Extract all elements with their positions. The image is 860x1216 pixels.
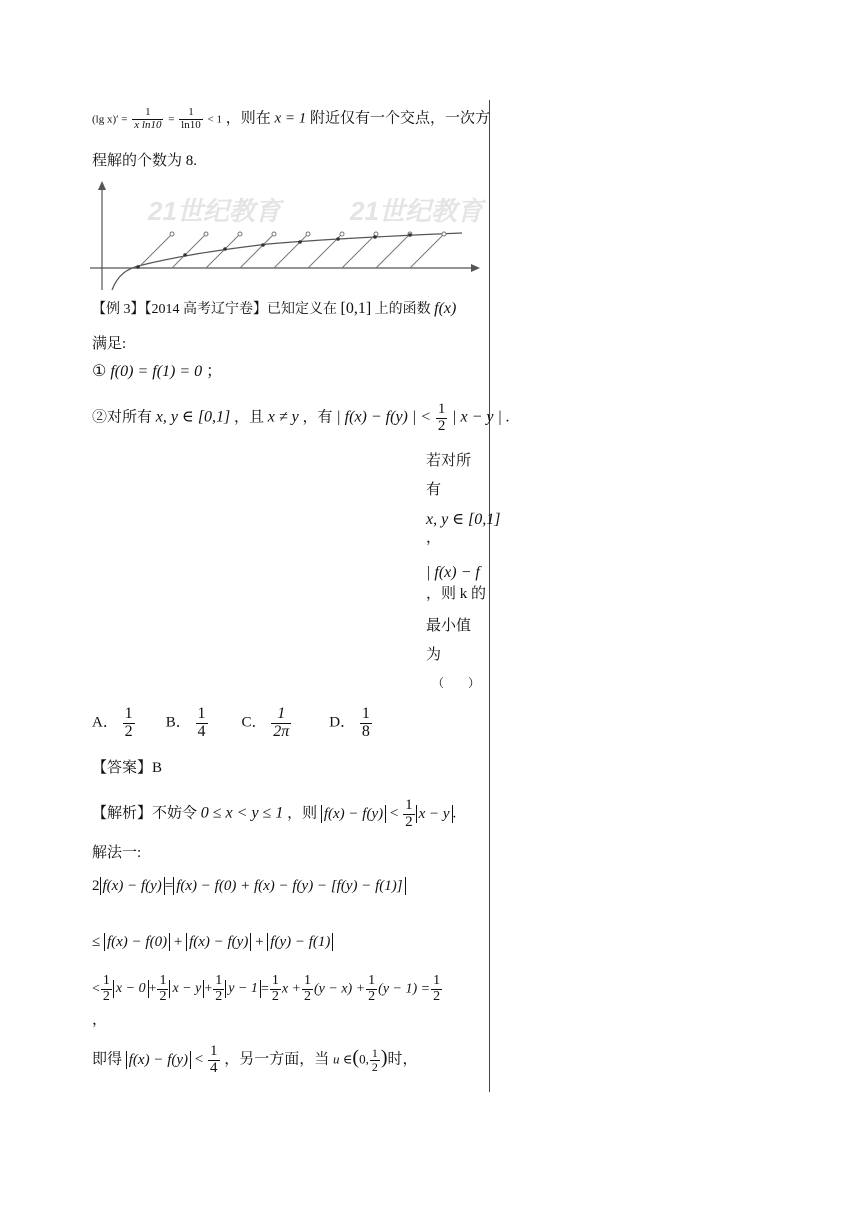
analysis-lt: < — [389, 805, 399, 822]
option-a[interactable] — [92, 706, 162, 741]
intro-line-2: 程解的个数为 8. — [92, 153, 198, 169]
final-int-left: 0, — [359, 1051, 369, 1067]
x-equals-one: x = 1 — [274, 110, 307, 127]
final-text-a: 即得 — [92, 1051, 123, 1068]
line3-plus-2: + — [204, 981, 213, 997]
cond2-have: ，有 — [302, 409, 333, 426]
line3-plus-1: + — [148, 981, 157, 997]
option-c-value: $\frac{1}{2\pi}$ — [273, 705, 290, 740]
line3-half-1: $\frac{1}{2}$ — [102, 973, 110, 1004]
cond2-lhs: | f(x) − f(y) | < — [336, 408, 432, 426]
line3-term-3: y − 1 — [225, 980, 261, 998]
narrow-line-0: 若对所 — [426, 453, 472, 469]
line3-r3: (y − 1) = — [378, 981, 431, 997]
cond2-mark: ②对所有 — [92, 409, 153, 426]
option-b-value: $\frac{1}{4}$ — [197, 705, 206, 740]
proof-line-2 — [92, 932, 333, 952]
watermark-text-1: 21世纪教育 — [148, 196, 281, 226]
line1-abs: f(x) − f(y) — [100, 877, 165, 895]
intro-text-b: 附近仅有一个交点，一次方 — [310, 110, 491, 127]
function-fx: f(x) — [434, 300, 457, 317]
line3-half-3: $\frac{1}{2}$ — [215, 973, 223, 1004]
analysis-title: 【解析】不妨令 — [92, 805, 198, 822]
line3-term-2: x − y — [169, 980, 204, 998]
cond1-mark: ① — [92, 363, 107, 380]
line2-term-a: f(x) − f(0) — [104, 933, 170, 951]
final-paren-open: ( — [352, 1046, 360, 1069]
final-quarter: $\frac{1}{4}$ — [210, 1043, 218, 1076]
option-a-label: A． — [92, 714, 118, 731]
line3-lt: < — [92, 981, 100, 997]
option-b-label: B． — [165, 714, 191, 731]
final-text-b: ，另一方面，当 — [224, 1051, 330, 1068]
option-d-value: $\frac{1}{8}$ — [361, 705, 370, 740]
line3-r2: (y − x) + — [314, 981, 366, 997]
final-paren-close: ) — [380, 1046, 388, 1069]
example-title-b: 上的函数 — [374, 302, 431, 317]
line2-plus-1: + — [173, 934, 183, 950]
cond2-mid: ，且 — [234, 409, 265, 426]
line2-term-b: f(x) − f(y) — [186, 933, 251, 951]
condition-1 — [92, 362, 222, 382]
options-row — [92, 706, 399, 741]
option-d-label: D． — [329, 714, 356, 731]
analysis-rhs-abs: x − y — [416, 805, 453, 823]
option-b[interactable] — [166, 706, 238, 741]
line1-coef: 2 — [92, 878, 100, 894]
analysis-lhs-abs: f(x) − f(y) — [321, 805, 386, 823]
cond2-rhs: | x − y | . — [452, 408, 510, 426]
line3-half-7: $\frac{1}{2}$ — [433, 973, 441, 1004]
example-title: 【例 3】【2014 高考辽宁卷】已知定义在 — [92, 302, 337, 317]
line1-eq: = — [164, 878, 174, 894]
line3-half-4: $\frac{1}{2}$ — [271, 973, 279, 1004]
final-abs: f(x) − f(y) — [126, 1051, 191, 1069]
narrow-line-1: 有 — [426, 482, 442, 498]
line3-half-5: $\frac{1}{2}$ — [304, 973, 312, 1004]
option-c[interactable] — [242, 706, 326, 741]
proof-comma: ， — [92, 1012, 108, 1028]
domain-interval: [0,1] — [340, 300, 372, 317]
narrow-line-7: 为 — [426, 647, 442, 663]
condition-2 — [92, 402, 510, 435]
line1-rhs: f(x) − f(0) + f(x) − f(y) − [f(y) − f(1)] — [173, 877, 405, 895]
example-header — [92, 299, 456, 320]
narrow-line-3: ， — [426, 530, 442, 546]
line3-eq: = — [260, 981, 269, 997]
analysis-dot: . — [452, 805, 457, 822]
derivative-fraction-2: $\frac{1}{\ln 10}$ — [181, 106, 201, 131]
function-graph — [88, 178, 484, 296]
option-d[interactable] — [329, 706, 399, 741]
narrow-line-6: 最小值 — [426, 618, 472, 634]
cond1-end: ； — [206, 363, 223, 380]
cond2-vars: x, y ∈ [0,1] — [155, 408, 231, 426]
proof-line-3 — [92, 974, 443, 1004]
line3-r1: x + — [281, 981, 302, 997]
narrow-line-5: ，则 k 的 — [426, 586, 487, 602]
line3-half-2: $\frac{1}{2}$ — [159, 973, 167, 1004]
less-than-one: < 1 — [207, 113, 222, 126]
example-cont: 满足: — [92, 336, 127, 352]
option-a-value: $\frac{1}{2}$ — [124, 705, 133, 740]
intro-text-a: ，则在 — [225, 110, 271, 127]
narrow-line-2: x, y ∈ [0,1] — [426, 511, 501, 528]
analysis-head — [92, 798, 456, 831]
cond2-neq: x ≠ y — [267, 408, 299, 426]
line2-le: ≤ — [92, 934, 101, 950]
method-label: 解法一: — [92, 845, 142, 861]
intro-line-1 — [92, 107, 490, 131]
analysis-then: ，则 — [287, 805, 318, 822]
option-c-label: C． — [241, 714, 267, 731]
final-u: u ∈ — [333, 1051, 353, 1067]
diagonal-lines — [138, 234, 444, 268]
equals-sign: = — [168, 113, 175, 126]
line3-half-6: $\frac{1}{2}$ — [368, 973, 376, 1004]
intersection-points — [136, 233, 412, 269]
line2-term-c: f(y) − f(1) — [267, 933, 333, 951]
cond1-formula: f(0) = f(1) = 0 — [110, 363, 203, 380]
analysis-half: $\frac{1}{2}$ — [405, 797, 413, 830]
answer-line: 【答案】B — [92, 760, 163, 776]
x-axis-arrow — [471, 264, 480, 272]
narrow-line-4: | f(x) − f — [426, 564, 480, 581]
analysis-inequality: 0 ≤ x < y ≤ 1 — [200, 804, 284, 822]
final-text-c: 时， — [387, 1051, 418, 1068]
final-lt: < — [194, 1051, 204, 1068]
derivative-lhs: (lg x)′ = — [92, 113, 128, 126]
derivative-fraction-1: $\frac{1}{\text{x ln10}}$ — [134, 106, 162, 131]
line2-plus-2: + — [255, 934, 264, 950]
proof-final — [92, 1044, 418, 1077]
narrow-line-8: （ ） — [432, 676, 481, 690]
watermark-text-2: 21世纪教育 — [350, 196, 483, 226]
final-int-half: $\frac{1}{2}$ — [371, 1046, 378, 1074]
cond2-half: $\frac{1}{2}$ — [437, 401, 446, 434]
line3-term-1: x − 0 — [113, 980, 149, 998]
y-axis-arrow — [98, 181, 106, 190]
proof-line-1 — [92, 876, 406, 896]
